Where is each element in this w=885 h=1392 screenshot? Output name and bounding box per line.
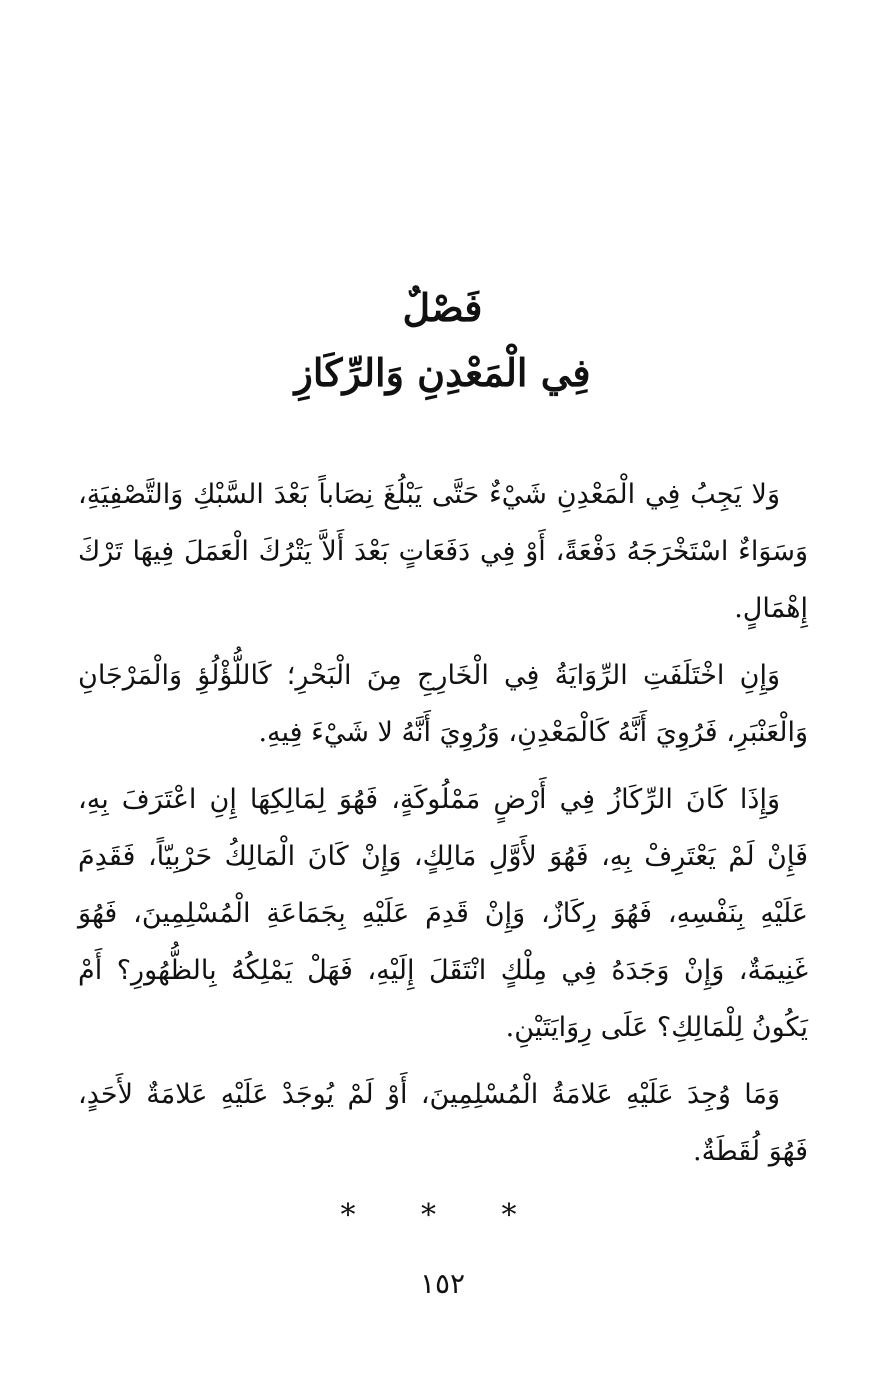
paragraph-mineral: وَلا يَجِبُ فِي الْمَعْدِنِ شَيْءٌ حَتَّى يَبْلُغَ نِصَاباً بَعْدَ السَّبْكِ وَالتَّصْفِيَةِ، وَسَوَاءٌ اسْتَخْرَجَهُ دَفْعَةً، أَوْ فِي دَفَعَاتٍ بَعْدَ أَلاَّ يَتْرُكَ الْعَمَلَ فِيهَا تَرْكَ إِهْمَالٍ. [78, 479, 808, 624]
section-title: فَصْلٌ [402, 285, 483, 330]
paragraph-found-property: وَمَا وُجِدَ عَلَيْهِ عَلامَةُ الْمُسْلِمِينَ، أَوْ لَمْ يُوجَدْ عَلَيْهِ عَلامَةٌ لأَحَدٍ، فَهُوَ لُقَطَةٌ. [78, 1079, 808, 1167]
paragraph-treasure-ownership: وَإِذَا كَانَ الرِّكَازُ فِي أَرْضٍ مَمْلُوكَةٍ، فَهُوَ لِمَالِكِهَا إِنِ اعْتَرَفَ بِهِ، فَإِنْ لَمْ يَعْتَرِفْ بِهِ، فَهُوَ لأَوَّلِ مَالِكٍ، وَإِنْ كَانَ الْمَالِكُ حَرْبِيّاً، فَقَدِمَ عَلَيْهِ بِنَفْسِهِ، فَهُوَ رِكَازٌ، وَإِنْ قَدِمَ عَلَيْهِ بِجَمَاعَةِ الْمُسْلِمِينَ، فَهُوَ غَنِيمَةٌ، وَإِنْ وَجَدَهُ فِي مِلْكٍ انْتَقَلَ إِلَيْهِ، فَهَلْ يَمْلِكُهُ بِالظُّهُورِ؟ أَمْ يَكُونُ لِلْمَالِكِ؟ عَلَى رِوَايَتَيْنِ. [78, 784, 808, 1043]
page-number: ١٥٢ [419, 1267, 466, 1300]
paragraph-sea-products: وَإِنِ اخْتَلَفَتِ الرِّوَايَةُ فِي الْخَارِجِ مِنَ الْبَحْرِ؛ كَاللُّؤْلُؤِ وَالْمَرْجَانِ وَالْعَنْبَرِ، فَرُوِيَ أَنَّهُ كَالْمَعْدِنِ، وَرُوِيَ أَنَّهُ لا شَيْءَ فِيهِ. [78, 660, 808, 748]
section-subtitle: فِي الْمَعْدِنِ وَالرِّكَازِ [294, 350, 591, 395]
body-text [78, 466, 808, 1190]
section-separator: * * * [340, 1198, 545, 1233]
